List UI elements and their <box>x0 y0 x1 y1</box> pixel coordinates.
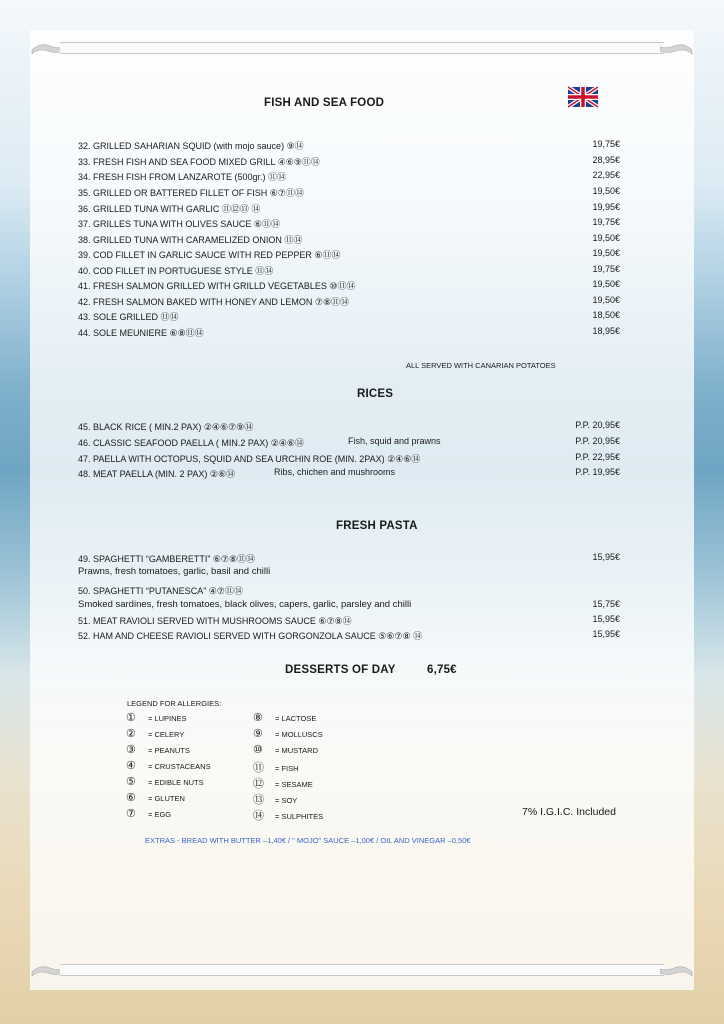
legend-label: = SESAME <box>275 780 313 789</box>
legend-label: = CELERY <box>148 730 185 739</box>
menu-item-price: 15,75€ <box>592 599 620 609</box>
section-title-pasta: FRESH PASTA <box>336 520 418 532</box>
legend-number: ⑦ <box>126 808 136 820</box>
legend-label: = MUSTARD <box>275 746 318 755</box>
menu-item-price: 19,75€ <box>592 139 620 149</box>
legend-label: = CRUSTACEANS <box>148 762 211 771</box>
menu-item-price: 22,95€ <box>592 170 620 180</box>
legend-item <box>126 727 184 740</box>
menu-item-price: 19,50€ <box>592 295 620 305</box>
legend-item <box>126 743 190 756</box>
menu-item-price: 18,50€ <box>592 310 620 320</box>
menu-item: 49. SPAGHETTI “GAMBERETTI” ⑥⑦⑧⑪⑭ <box>78 554 256 564</box>
menu-item-price: 19,75€ <box>592 264 620 274</box>
legend-number: ⑭ <box>253 810 264 822</box>
menu-item: 40. COD FILLET IN PORTUGUESE STYLE ⑪⑭ <box>78 266 274 276</box>
legend-item <box>253 727 323 740</box>
menu-item-price: P.P. 20,95€ <box>575 436 620 446</box>
legend-label: = MOLLUSCS <box>275 730 323 739</box>
menu-item-price: 19,50€ <box>592 279 620 289</box>
scroll-curl-icon <box>660 962 694 978</box>
menu-item-price: 15,95€ <box>592 552 620 562</box>
menu-item-price: P.P. 19,95€ <box>575 467 620 477</box>
legend-number: ⑥ <box>126 792 136 804</box>
legend-label: = FISH <box>275 764 299 773</box>
menu-item: 36. GRILLED TUNA WITH GARLIC ⑪⑫⑬ ⑭ <box>78 204 261 214</box>
section-title-rices: RICES <box>357 388 394 400</box>
menu-item: 52. HAM AND CHEESE RAVIOLI SERVED WITH GORGONZOLA SAUCE ⑤⑥⑦⑧ ⑭ <box>78 631 423 641</box>
scroll-bar <box>60 964 664 976</box>
menu-item: 38. GRILLED TUNA WITH CARAMELIZED ONION ⑪⑭ <box>78 235 303 245</box>
menu-item: 35. GRILLED OR BATTERED FILLET OF FISH ⑥⑦⑪⑭ <box>78 188 304 198</box>
legend-number: ⑪ <box>253 762 264 774</box>
legend-number: ⑫ <box>253 778 264 790</box>
menu-item-description: Smoked sardines, fresh tomatoes, black olives, capers, garlic, parsley and chilli <box>78 599 412 610</box>
legend-label: = EDIBLE NUTS <box>148 778 204 787</box>
section-title-desserts: DESSERTS OF DAY <box>285 664 396 676</box>
uk-flag-icon[interactable] <box>568 86 598 108</box>
legend-title: LEGEND FOR ALLERGIES: <box>127 699 222 708</box>
menu-item-price: 19,75€ <box>592 217 620 227</box>
legend-item <box>126 711 187 724</box>
legend-item <box>253 711 316 724</box>
legend-item <box>253 807 323 823</box>
menu-item: 48. MEAT PAELLA (MIN. 2 PAX) ②⑥⑭ <box>78 469 236 479</box>
legend-item <box>126 759 211 772</box>
menu-item-price: 28,95€ <box>592 155 620 165</box>
legend-label: = PEANUTS <box>148 746 190 755</box>
menu-item-description: Fish, squid and prawns <box>348 436 441 446</box>
menu-item: 51. MEAT RAVIOLI SERVED WITH MUSHROOMS SAUCE ⑥⑦⑧⑭ <box>78 616 352 626</box>
menu-item: 43. SOLE GRILLED ⑪⑭ <box>78 312 179 322</box>
legend-number: ③ <box>126 744 136 756</box>
scroll-border-top <box>30 40 694 56</box>
menu-item-price: P.P. 20,95€ <box>575 420 620 430</box>
menu-item-price: 19,50€ <box>592 233 620 243</box>
legend-label: = GLUTEN <box>148 794 185 803</box>
legend-item <box>253 743 318 756</box>
legend-label: = LACTOSE <box>275 714 317 723</box>
menu-item: 42. FRESH SALMON BAKED WITH HONEY AND LEMON ⑦⑧⑪⑭ <box>78 297 350 307</box>
menu-item: 39. COD FILLET IN GARLIC SAUCE WITH RED PEPPER ⑥⑪⑭ <box>78 250 341 260</box>
menu-item-price: P.P. 22,95€ <box>575 452 620 462</box>
scroll-curl-icon <box>30 962 64 978</box>
legend-number: ⑤ <box>126 776 136 788</box>
menu-item: 32. GRILLED SAHARIAN SQUID (with mojo sauce) ⑨⑭ <box>78 141 304 151</box>
menu-item: 33. FRESH FISH AND SEA FOOD MIXED GRILL ④⑥⑨⑪⑭ <box>78 157 320 167</box>
legend-label: = SOY <box>275 796 298 805</box>
menu-item: 45. BLACK RICE ( MIN.2 PAX) ②④⑥⑦⑨⑭ <box>78 422 254 432</box>
legend-number: ② <box>126 728 136 740</box>
tax-note: 7% I.G.I.C. Included <box>522 806 616 818</box>
legend-item <box>126 791 185 804</box>
scroll-curl-icon <box>660 40 694 56</box>
legend-number: ⑩ <box>253 744 263 756</box>
menu-item-price: 19,95€ <box>592 202 620 212</box>
legend-item <box>253 759 299 775</box>
menu-item-price: 18,95€ <box>592 326 620 336</box>
menu-item-price: 15,95€ <box>592 629 620 639</box>
legend-item <box>126 807 171 820</box>
section-title-fish: FISH AND SEA FOOD <box>264 97 385 109</box>
menu-item: 37. GRILLES TUNA WITH OLIVES SAUCE ⑥⑪⑭ <box>78 219 280 229</box>
extras-line: EXTRAS - BREAD WITH BUTTER –1,40€ / " MOJO" SAUCE –1,00€ / OIL AND VINEGAR –0,50€ <box>145 836 471 845</box>
menu-item: 44. SOLE MEUNIERE ⑥⑧⑪⑭ <box>78 328 204 338</box>
menu-item-price: 19,50€ <box>592 248 620 258</box>
scroll-curl-icon <box>30 40 64 56</box>
menu-item: 46. CLASSIC SEAFOOD PAELLA ( MIN.2 PAX) ②④⑥⑭ <box>78 438 304 448</box>
menu-item: 50. SPAGHETTI “PUTANESCA” ④⑦⑪⑭ <box>78 586 243 596</box>
scroll-bar <box>60 42 664 54</box>
section-note: ALL SERVED WITH CANARIAN POTATOES <box>406 361 556 370</box>
legend-number: ⑬ <box>253 794 264 806</box>
menu-item: 47. PAELLA WITH OCTOPUS, SQUID AND SEA URCHIN ROE (MIN. 2PAX) ②④⑥⑭ <box>78 454 421 464</box>
legend-label: = EGG <box>148 810 172 819</box>
legend-number: ④ <box>126 760 136 772</box>
menu-item-description: Prawns, fresh tomatoes, garlic, basil and chilli <box>78 566 271 577</box>
legend-number: ⑧ <box>253 712 263 724</box>
desserts-price: 6,75€ <box>427 664 457 676</box>
legend-label: = LUPINES <box>148 714 187 723</box>
menu-item-description: Ribs, chichen and mushrooms <box>274 467 396 477</box>
menu-item-price: 15,95€ <box>592 614 620 624</box>
legend-item <box>253 791 297 807</box>
legend-label: = SULPHITES <box>275 812 324 821</box>
legend-number: ⑨ <box>253 728 263 740</box>
menu-item-price: 19,50€ <box>592 186 620 196</box>
menu-item: 41. FRESH SALMON GRILLED WITH GRILLD VEGETABLES ⑩⑪⑭ <box>78 281 356 291</box>
legend-item <box>126 775 204 788</box>
legend-number: ① <box>126 712 136 724</box>
menu-item: 34. FRESH FISH FROM LANZAROTE (500gr.) ⑪⑭ <box>78 172 287 182</box>
scroll-border-bottom <box>30 962 694 978</box>
legend-item <box>253 775 313 791</box>
